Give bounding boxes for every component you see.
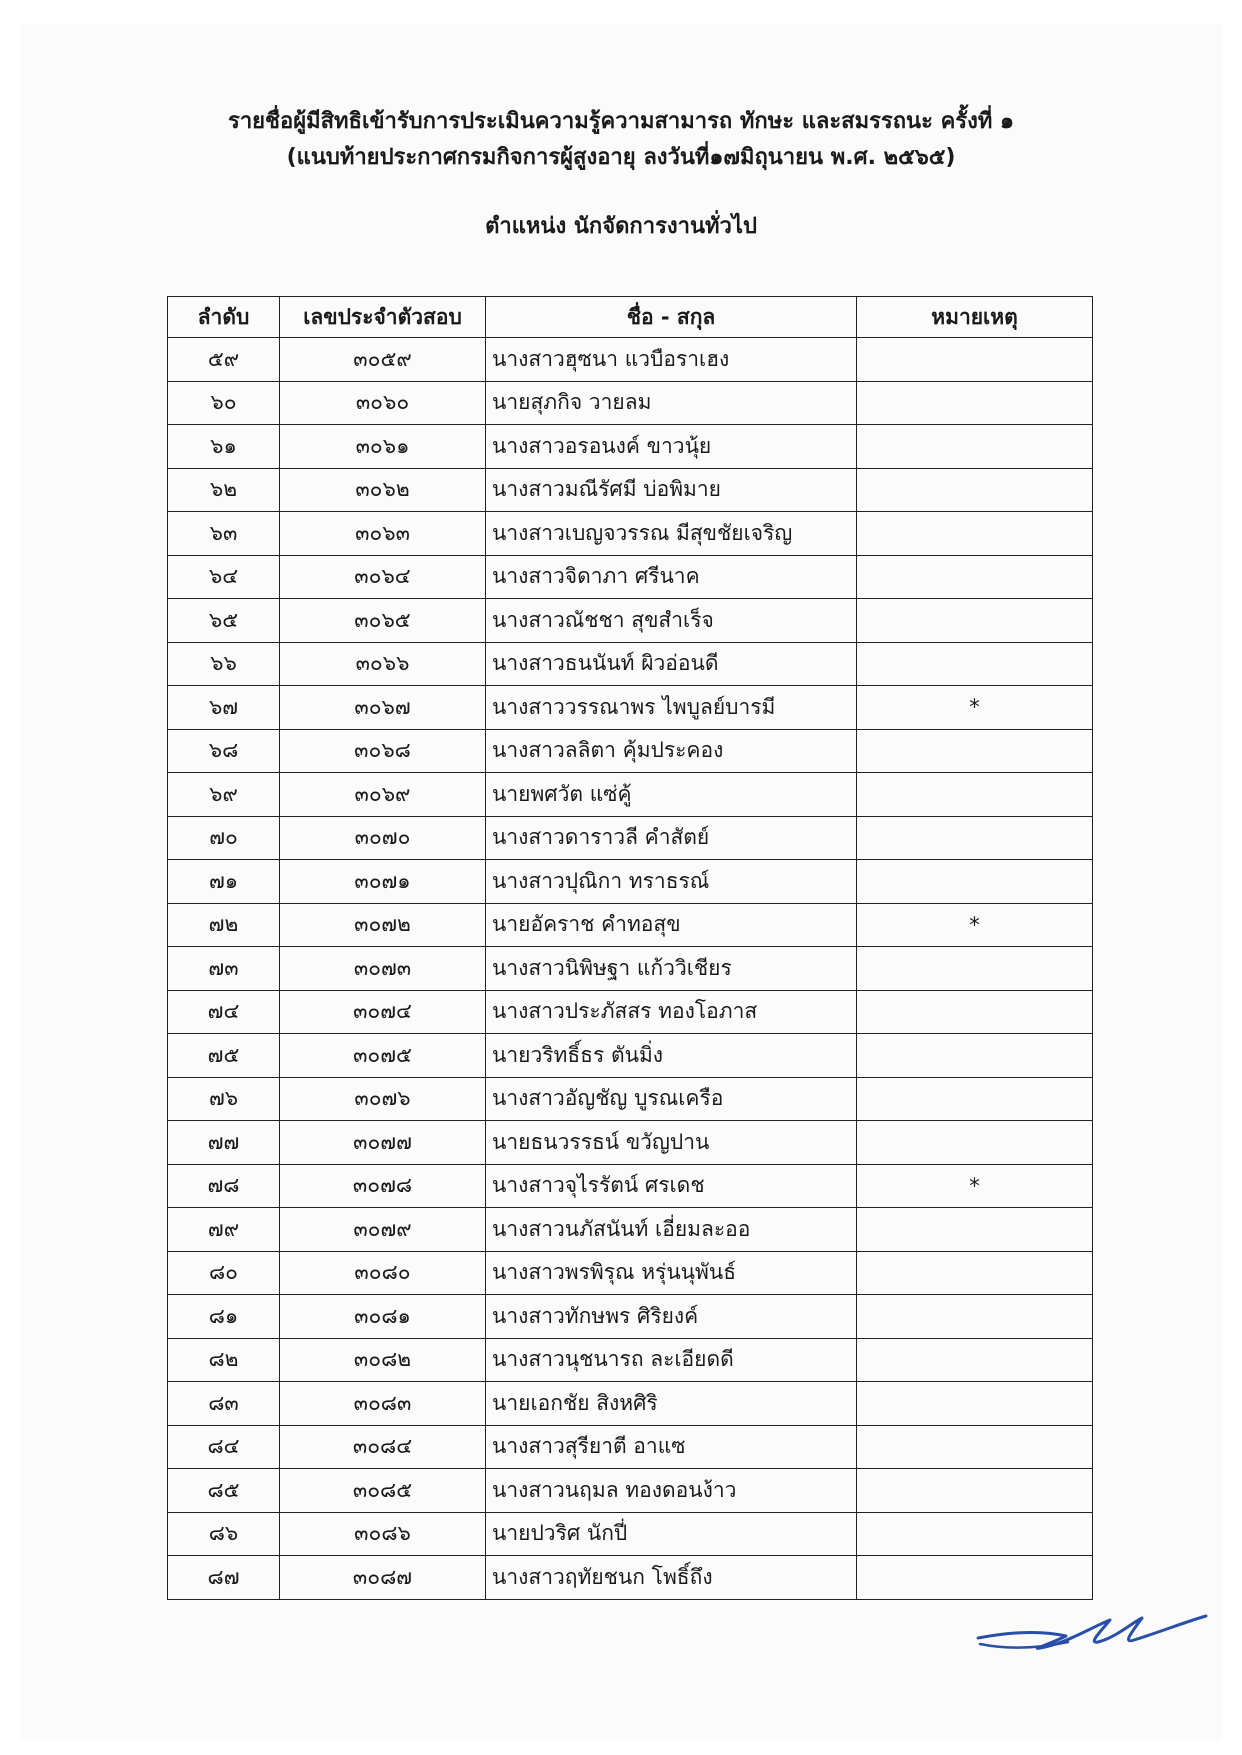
- table-row: [168, 1469, 1093, 1513]
- cell-exam-id: ๓๐๖๐: [280, 381, 486, 425]
- cell-remark: [857, 1512, 1093, 1556]
- cell-order: ๘๓: [168, 1382, 280, 1426]
- cell-exam-id: ๓๐๘๑: [280, 1295, 486, 1339]
- table-row: [168, 1338, 1093, 1382]
- cell-exam-id: ๓๐๖๔: [280, 555, 486, 599]
- cell-exam-id: ๓๐๗๙: [280, 1208, 486, 1252]
- cell-exam-id: ๓๐๖๙: [280, 773, 486, 817]
- cell-remark: [857, 1469, 1093, 1513]
- table-row: [168, 512, 1093, 556]
- cell-order: ๗๒: [168, 903, 280, 947]
- cell-exam-id: ๓๐๖๓: [280, 512, 486, 556]
- cell-name: นายวริทธิ์ธร ตันมิ่ง: [486, 1034, 857, 1078]
- cell-name: นางสาวนุชนารถ ละเอียดดี: [486, 1338, 857, 1382]
- cell-remark: [857, 1425, 1093, 1469]
- cell-order: ๖๑: [168, 425, 280, 469]
- cell-exam-id: ๓๐๘๔: [280, 1425, 486, 1469]
- cell-order: ๘๕: [168, 1469, 280, 1513]
- cell-order: ๖๓: [168, 512, 280, 556]
- cell-name: นางสาวฤทัยชนก โพธิ์ถึง: [486, 1556, 857, 1600]
- position-title: ตำแหน่ง นักจัดการงานทั่วไป: [485, 214, 757, 239]
- table-row: [168, 1556, 1093, 1600]
- document-header: [0, 104, 1242, 244]
- cell-exam-id: ๓๐๘๖: [280, 1512, 486, 1556]
- cell-order: ๘๐: [168, 1251, 280, 1295]
- cell-remark: [857, 1556, 1093, 1600]
- table-row: [168, 599, 1093, 643]
- table-row: [168, 1208, 1093, 1252]
- cell-name: นายสุภกิจ วายลม: [486, 381, 857, 425]
- cell-exam-id: ๓๐๖๕: [280, 599, 486, 643]
- cell-remark: *: [857, 903, 1093, 947]
- cell-remark: [857, 1208, 1093, 1252]
- cell-order: ๖๖: [168, 642, 280, 686]
- cell-remark: [857, 599, 1093, 643]
- cell-order: ๗๘: [168, 1164, 280, 1208]
- cell-exam-id: ๓๐๗๑: [280, 860, 486, 904]
- cell-name: นางสาวทักษพร ศิริยงค์: [486, 1295, 857, 1339]
- table-row: [168, 1164, 1093, 1208]
- cell-name: นางสาวประภัสสร ทองโอภาส: [486, 990, 857, 1034]
- table-row: [168, 1425, 1093, 1469]
- column-header-name: ชื่อ - สกุล: [486, 297, 857, 338]
- table-row: [168, 729, 1093, 773]
- cell-order: ๘๔: [168, 1425, 280, 1469]
- cell-remark: [857, 338, 1093, 382]
- cell-name: นางสาวเบญจวรรณ มีสุขชัยเจริญ: [486, 512, 857, 556]
- cell-name: นางสาวปุณิกา ทราธรณ์: [486, 860, 857, 904]
- cell-remark: [857, 860, 1093, 904]
- candidate-table-wrapper: [167, 296, 1093, 1600]
- cell-exam-id: ๓๐๗๕: [280, 1034, 486, 1078]
- cell-exam-id: ๓๐๘๒: [280, 1338, 486, 1382]
- cell-remark: [857, 947, 1093, 991]
- cell-order: ๖๙: [168, 773, 280, 817]
- cell-exam-id: ๓๐๖๖: [280, 642, 486, 686]
- table-row: [168, 425, 1093, 469]
- column-header-remark: หมายเหตุ: [857, 297, 1093, 338]
- cell-remark: [857, 642, 1093, 686]
- cell-remark: [857, 1338, 1093, 1382]
- document-title-annex: (แนบท้ายประกาศกรมกิจการผู้สูงอายุ ลงวันที่๑๗มิถุนายน พ.ศ. ๒๕๖๕): [286, 145, 956, 170]
- cell-remark: [857, 555, 1093, 599]
- table-row: [168, 1251, 1093, 1295]
- cell-order: ๗๐: [168, 816, 280, 860]
- cell-remark: [857, 468, 1093, 512]
- cell-remark: [857, 773, 1093, 817]
- cell-exam-id: ๓๐๗๖: [280, 1077, 486, 1121]
- cell-order: ๘๒: [168, 1338, 280, 1382]
- cell-exam-id: ๓๐๘๕: [280, 1469, 486, 1513]
- cell-name: นางสาวนิพิษฐา แก้ววิเชียร: [486, 947, 857, 991]
- cell-name: นางสาวจุไรรัตน์ ศรเดช: [486, 1164, 857, 1208]
- cell-exam-id: ๓๐๘๓: [280, 1382, 486, 1426]
- cell-name: นางสาวธนนันท์ ผิวอ่อนดี: [486, 642, 857, 686]
- cell-name: นางสาววรรณาพร ไพบูลย์บารมี: [486, 686, 857, 730]
- table-row: [168, 1121, 1093, 1165]
- table-row: [168, 1034, 1093, 1078]
- signature-mark: [970, 1610, 1210, 1660]
- cell-name: นางสาวนภัสนันท์ เอี่ยมละออ: [486, 1208, 857, 1252]
- cell-remark: [857, 1077, 1093, 1121]
- cell-order: ๖๒: [168, 468, 280, 512]
- cell-exam-id: ๓๐๖๘: [280, 729, 486, 773]
- cell-order: ๖๘: [168, 729, 280, 773]
- cell-remark: *: [857, 686, 1093, 730]
- cell-name: นางสาวอรอนงค์ ขาวนุ้ย: [486, 425, 857, 469]
- cell-name: นางสาวฮุซนา แวบือราเฮง: [486, 338, 857, 382]
- table-row: [168, 903, 1093, 947]
- cell-name: นางสาวพรพิรุณ หรุ่นนุพันธ์: [486, 1251, 857, 1295]
- column-header-order: ลำดับ: [168, 297, 280, 338]
- cell-exam-id: ๓๐๗๗: [280, 1121, 486, 1165]
- cell-remark: [857, 816, 1093, 860]
- cell-order: ๘๖: [168, 1512, 280, 1556]
- cell-name: นางสาวสุรียาตี อาแซ: [486, 1425, 857, 1469]
- cell-name: นางสาวนฤมล ทองดอนง้าว: [486, 1469, 857, 1513]
- table-row: [168, 1295, 1093, 1339]
- cell-remark: [857, 1295, 1093, 1339]
- cell-order: ๖๔: [168, 555, 280, 599]
- table-row: [168, 1382, 1093, 1426]
- candidate-table: [167, 296, 1093, 1600]
- cell-exam-id: ๓๐๘๗: [280, 1556, 486, 1600]
- table-row: [168, 816, 1093, 860]
- cell-order: ๗๖: [168, 1077, 280, 1121]
- table-header-row: [168, 297, 1093, 338]
- cell-exam-id: ๓๐๕๙: [280, 338, 486, 382]
- table-row: [168, 947, 1093, 991]
- cell-remark: [857, 425, 1093, 469]
- table-row: [168, 1512, 1093, 1556]
- cell-name: นางสาวลลิตา คุ้มประคอง: [486, 729, 857, 773]
- table-row: [168, 642, 1093, 686]
- document-title: รายชื่อผู้มีสิทธิเข้ารับการประเมินความรู้ความสามารถ ทักษะ และสมรรถนะ ครั้งที่ ๑: [228, 109, 1014, 134]
- cell-exam-id: ๓๐๖๗: [280, 686, 486, 730]
- cell-name: นายพศวัต แซ่คู้: [486, 773, 857, 817]
- cell-remark: [857, 1382, 1093, 1426]
- column-header-exam-id: เลขประจำตัวสอบ: [280, 297, 486, 338]
- cell-remark: [857, 1121, 1093, 1165]
- cell-order: ๘๗: [168, 1556, 280, 1600]
- cell-order: ๕๙: [168, 338, 280, 382]
- table-row: [168, 338, 1093, 382]
- cell-remark: [857, 381, 1093, 425]
- cell-exam-id: ๓๐๗๒: [280, 903, 486, 947]
- cell-order: ๖๕: [168, 599, 280, 643]
- cell-order: ๖๗: [168, 686, 280, 730]
- cell-name: นายเอกชัย สิงหศิริ: [486, 1382, 857, 1426]
- table-row: [168, 773, 1093, 817]
- table-row: [168, 686, 1093, 730]
- cell-name: นางสาวดาราวลี คำสัตย์: [486, 816, 857, 860]
- cell-name: นายอัคราช คำทอสุข: [486, 903, 857, 947]
- table-row: [168, 468, 1093, 512]
- table-row: [168, 381, 1093, 425]
- cell-name: นางสาวอัญชัญ บูรณเครือ: [486, 1077, 857, 1121]
- cell-order: ๗๓: [168, 947, 280, 991]
- cell-name: นางสาวณัชชา สุขสำเร็จ: [486, 599, 857, 643]
- cell-order: ๖๐: [168, 381, 280, 425]
- cell-order: ๗๗: [168, 1121, 280, 1165]
- cell-remark: [857, 512, 1093, 556]
- cell-name: นายปวริศ นักปี่: [486, 1512, 857, 1556]
- cell-exam-id: ๓๐๖๒: [280, 468, 486, 512]
- cell-order: ๘๑: [168, 1295, 280, 1339]
- cell-order: ๗๔: [168, 990, 280, 1034]
- cell-remark: *: [857, 1164, 1093, 1208]
- cell-remark: [857, 1034, 1093, 1078]
- cell-exam-id: ๓๐๗๘: [280, 1164, 486, 1208]
- cell-name: นางสาวมณีรัศมี บ่อพิมาย: [486, 468, 857, 512]
- cell-remark: [857, 990, 1093, 1034]
- cell-exam-id: ๓๐๗๐: [280, 816, 486, 860]
- cell-exam-id: ๓๐๗๓: [280, 947, 486, 991]
- cell-exam-id: ๓๐๗๔: [280, 990, 486, 1034]
- cell-order: ๗๙: [168, 1208, 280, 1252]
- table-row: [168, 990, 1093, 1034]
- cell-order: ๗๑: [168, 860, 280, 904]
- cell-remark: [857, 1251, 1093, 1295]
- cell-name: นายธนวรรธน์ ขวัญปาน: [486, 1121, 857, 1165]
- cell-remark: [857, 729, 1093, 773]
- table-row: [168, 1077, 1093, 1121]
- table-body: [168, 338, 1093, 1600]
- cell-order: ๗๕: [168, 1034, 280, 1078]
- cell-exam-id: ๓๐๘๐: [280, 1251, 486, 1295]
- cell-name: นางสาวจิดาภา ศรีนาค: [486, 555, 857, 599]
- table-row: [168, 860, 1093, 904]
- table-row: [168, 555, 1093, 599]
- cell-exam-id: ๓๐๖๑: [280, 425, 486, 469]
